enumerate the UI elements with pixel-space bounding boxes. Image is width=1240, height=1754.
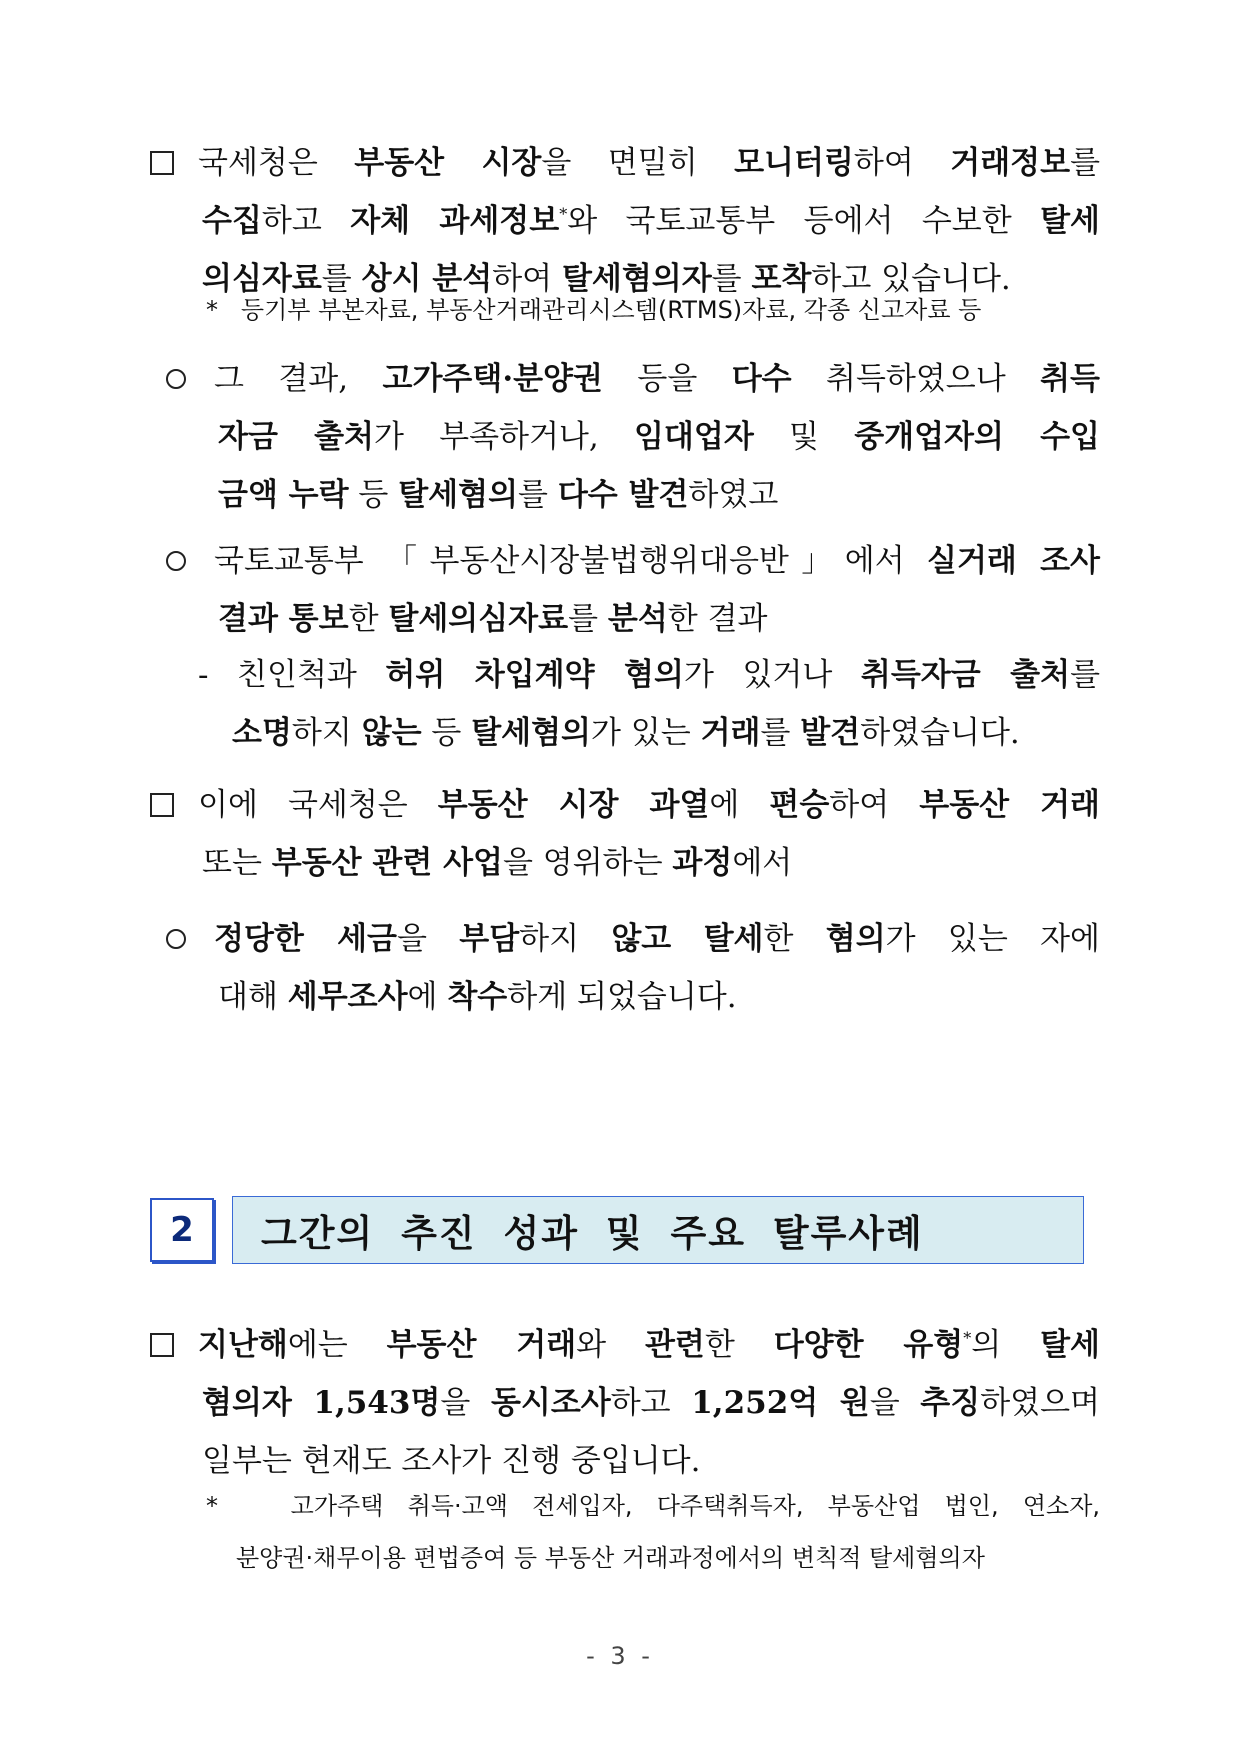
emphasis-text: 않고 <box>611 921 672 957</box>
emphasis-text: 혐의 <box>825 921 886 957</box>
emphasis-text: 포착 <box>751 261 812 297</box>
emphasis-text: 탈세 <box>703 921 764 957</box>
body-text: 가 있는 자에 <box>885 921 1100 957</box>
body-text: 을 <box>396 921 460 957</box>
emphasis-text: 다양한 유형 <box>773 1327 964 1363</box>
body-text: 하여 <box>853 145 951 181</box>
body-text: 가 있는 <box>591 715 701 751</box>
paragraph-monitoring <box>150 134 1100 308</box>
text-line <box>150 646 1100 704</box>
body-text: 등 <box>348 477 399 513</box>
body-text: 를 <box>1070 145 1101 181</box>
emphasis-text: 정당한 세금 <box>214 921 397 957</box>
text-line <box>150 408 1100 466</box>
body-text: 대해 <box>218 979 288 1015</box>
body-text: 또는 <box>202 845 272 881</box>
body-text: 하고 <box>261 203 351 239</box>
emphasis-text: 분석 <box>607 601 668 637</box>
body-text: 일부는 현재도 조사가 진행 중입니다. <box>202 1443 701 1479</box>
emphasis-text: 탈세의심자료 <box>388 601 569 637</box>
text-line <box>150 350 1100 408</box>
emphasis-text: 발견 <box>800 715 861 751</box>
text-line <box>150 192 1100 250</box>
emphasis-text: 부동산 거래 <box>386 1327 577 1363</box>
body-text: 국토교통부 「부동산시장불법행위대응반」에서 <box>214 543 927 579</box>
emphasis-text: 의심자료 <box>202 261 322 297</box>
text-line <box>150 532 1100 590</box>
emphasis-text: 허위 차입계약 혐의 <box>385 657 684 693</box>
emphasis-text: 혐의자 1,543명 <box>202 1385 441 1421</box>
emphasis-text: 취득 <box>1040 361 1101 397</box>
body-text: 하지 <box>291 715 362 751</box>
paragraph-tax-audit <box>150 910 1100 1026</box>
footnote-marker: * <box>206 296 218 324</box>
emphasis-text: 부동산 시장 <box>354 145 542 181</box>
body-text: 에 <box>709 787 770 823</box>
footnote-ref: * <box>559 204 568 224</box>
emphasis-text: 실거래 조사 <box>927 543 1100 579</box>
text-line <box>150 968 1100 1026</box>
emphasis-text: 소명 <box>232 715 292 751</box>
body-text: 친인척과 <box>237 657 386 693</box>
emphasis-text: 편승 <box>769 787 830 823</box>
emphasis-text: 동시조사 <box>490 1385 611 1421</box>
body-text: 국세청은 <box>198 145 355 181</box>
body-text: 하여 <box>829 787 920 823</box>
emphasis-text: 자체 과세정보 <box>350 203 560 239</box>
emphasis-text: 탈세혐의 <box>398 477 519 513</box>
emphasis-text: 다수 발견 <box>557 477 689 513</box>
body-text: 한 <box>704 1327 774 1363</box>
dash-bullet: - <box>198 657 238 693</box>
emphasis-text: 거래정보 <box>950 145 1071 181</box>
footnote-text: 분양권·채무이용 편법증여 등 부동산 거래과정에서의 변칙적 탈세혐의자 <box>236 1544 985 1572</box>
body-text: 하지 <box>519 921 612 957</box>
body-text: 를 <box>711 261 752 297</box>
body-text: 를 <box>568 601 608 637</box>
paragraph-overheating <box>150 776 1100 892</box>
footnote-marker: * <box>206 1492 218 1520</box>
emphasis-text: 탈세혐의 <box>471 715 592 751</box>
body-text: 하였습니다. <box>860 715 1020 751</box>
emphasis-text: 모니터링 <box>734 145 854 181</box>
paragraph-molit-notice <box>150 532 1100 648</box>
body-text: 하게 되었습니다. <box>507 979 737 1015</box>
emphasis-text: 탈세 <box>1040 1327 1100 1363</box>
emphasis-text: 결과 통보 <box>218 601 349 637</box>
emphasis-text: 수집 <box>202 203 262 239</box>
emphasis-text: 않는 <box>361 715 422 751</box>
paragraph-last-year <box>150 1316 1100 1490</box>
emphasis-text: 과정 <box>672 845 733 881</box>
body-text: 하였고 <box>688 477 779 513</box>
body-text: 그 결과, <box>214 361 383 397</box>
text-line <box>150 834 1100 892</box>
body-text: 에 <box>407 979 448 1015</box>
emphasis-text: 지난해 <box>198 1327 288 1363</box>
body-text: 를 <box>518 477 558 513</box>
body-text: 하였으며 <box>980 1385 1100 1421</box>
emphasis-text: 금액 누락 <box>218 477 349 513</box>
emphasis-text: 착수 <box>447 979 508 1015</box>
body-text: 한 <box>348 601 389 637</box>
body-text: 를 <box>1070 657 1101 693</box>
body-text: 하고 있습니다. <box>811 261 1011 297</box>
text-line <box>150 466 1100 524</box>
emphasis-text: 임대업자 <box>633 419 754 455</box>
body-text: 에서 <box>732 845 793 881</box>
paragraph-false-loans <box>150 646 1100 762</box>
footnote-data-sources <box>150 284 1100 336</box>
emphasis-text: 관련 <box>644 1327 705 1363</box>
circle-bullet <box>166 929 186 949</box>
emphasis-text: 중개업자의 수입 <box>854 419 1100 455</box>
footnote-text: 등기부 부본자료, 부동산거래관리시스템(RTMS)자료, 각종 신고자료 등 <box>240 296 982 324</box>
emphasis-text: 취득자금 출처 <box>860 657 1071 693</box>
body-text <box>671 921 703 957</box>
body-text: 하고 <box>610 1385 692 1421</box>
body-text: 한 결과 <box>667 601 768 637</box>
text-line <box>150 704 1100 762</box>
emphasis-text: 탈세 <box>1040 203 1100 239</box>
body-text: 을 면밀히 <box>541 145 735 181</box>
emphasis-text: 1,252억 원 <box>691 1385 870 1421</box>
body-text: 의 <box>971 1327 1041 1363</box>
checkbox-bullet <box>150 1333 174 1357</box>
footnote-text: 고가주택 취득·고액 전세입자, 다주택취득자, 부동산업 법인, 연소자, <box>290 1492 1101 1520</box>
emphasis-text: 상시 분석 <box>361 261 493 297</box>
checkbox-bullet <box>150 151 174 175</box>
emphasis-text: 부담 <box>459 921 520 957</box>
body-text: 및 <box>753 419 855 455</box>
body-text: 와 국토교통부 등에서 수보한 <box>567 203 1041 239</box>
body-text: 을 <box>440 1385 491 1421</box>
circle-bullet <box>166 369 186 389</box>
page-number: - 3 - <box>586 1642 654 1670</box>
emphasis-text: 탈세혐의자 <box>561 261 712 297</box>
text-line <box>150 590 1100 648</box>
body-text: 취득하였으나 <box>791 361 1041 397</box>
section-title: 그간의 추진 성과 및 주요 탈루사례 <box>232 1196 1084 1264</box>
body-text: 한 <box>763 921 826 957</box>
text-line <box>150 776 1100 834</box>
body-text: 을 <box>869 1385 921 1421</box>
emphasis-text: 자금 출처 <box>218 419 374 455</box>
body-text: 등을 <box>602 361 732 397</box>
body-text: 를 <box>760 715 801 751</box>
text-line <box>150 134 1100 192</box>
emphasis-text: 부동산 관련 사업 <box>271 845 503 881</box>
body-text: 를 <box>321 261 362 297</box>
emphasis-text: 다수 <box>731 361 792 397</box>
text-line <box>150 1316 1100 1374</box>
section-number: 2 <box>150 1198 214 1262</box>
paragraph-results <box>150 350 1100 524</box>
body-text: 가 부족하거나, <box>373 419 634 455</box>
body-text: 등 <box>421 715 472 751</box>
emphasis-text: 거래 <box>700 715 761 751</box>
body-text: 이에 국세청은 <box>198 787 438 823</box>
circle-bullet <box>166 551 186 571</box>
body-text: 가 있거나 <box>683 657 861 693</box>
body-text: 와 <box>576 1327 645 1363</box>
emphasis-text: 추징 <box>920 1385 981 1421</box>
emphasis-text: 부동산 거래 <box>919 787 1100 823</box>
body-text: 하여 <box>492 261 562 297</box>
checkbox-bullet <box>150 793 174 817</box>
emphasis-text: 부동산 시장 과열 <box>437 787 710 823</box>
footnote-ref: * <box>963 1328 972 1348</box>
emphasis-text: 고가주택·분양권 <box>382 361 603 397</box>
body-text: 을 영위하는 <box>502 845 673 881</box>
body-text: 에는 <box>287 1327 387 1363</box>
emphasis-text: 세무조사 <box>287 979 408 1015</box>
footnote-types <box>150 1480 1100 1584</box>
text-line <box>150 1374 1100 1432</box>
text-line <box>150 910 1100 968</box>
